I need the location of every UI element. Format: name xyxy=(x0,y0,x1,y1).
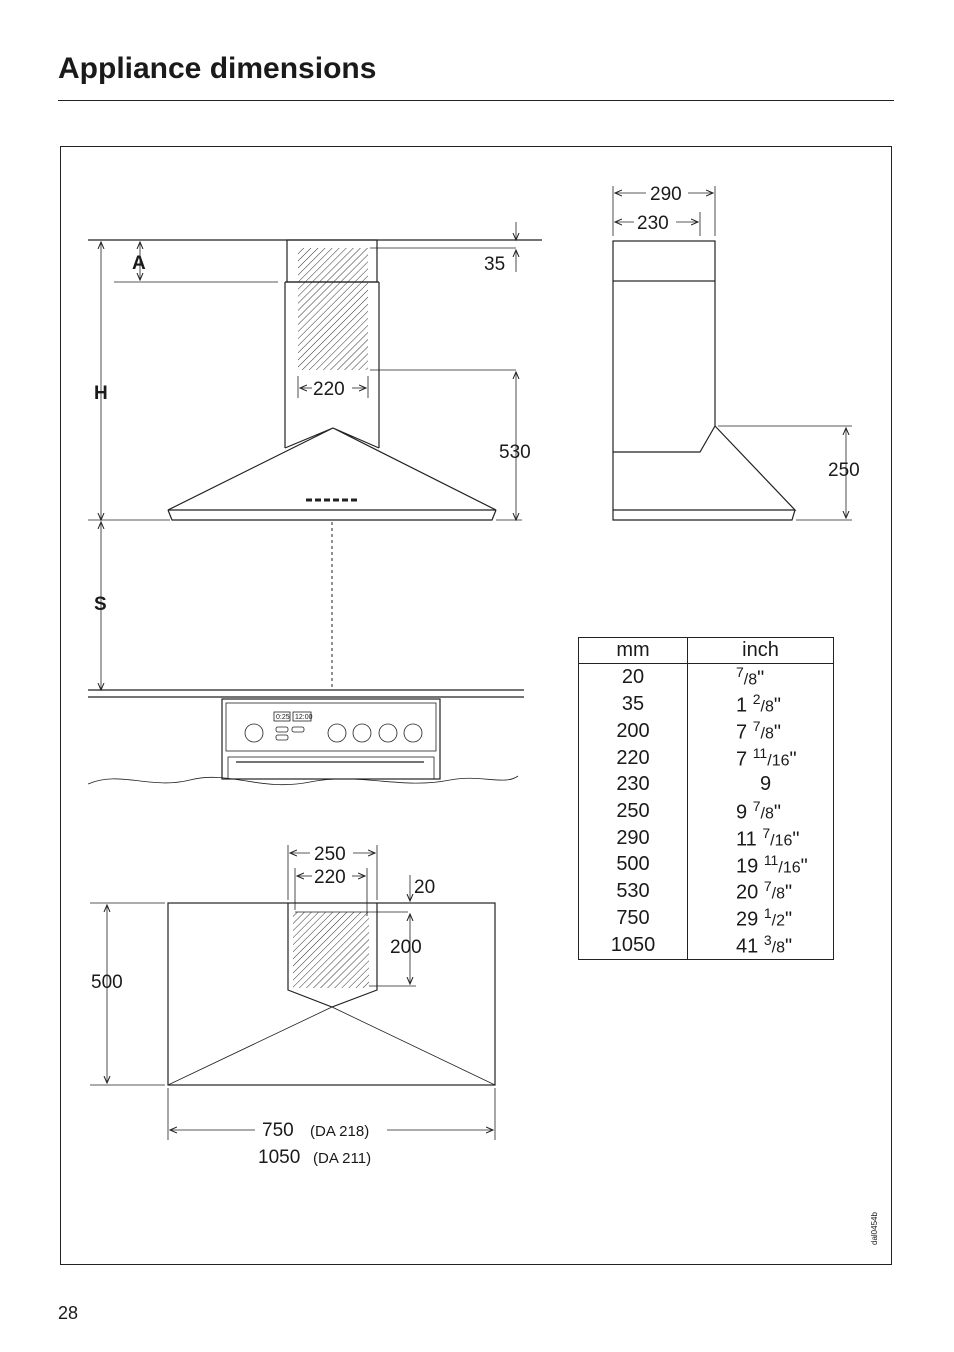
label-s: S xyxy=(94,594,107,615)
inch-whole: 9 xyxy=(736,801,748,824)
inch-whole: 19 xyxy=(736,855,759,878)
cooker-time-2: 12:00 xyxy=(295,714,313,721)
cell-mm: 200 xyxy=(579,718,688,745)
inch-denominator: 16 xyxy=(771,752,790,770)
inch-numerator: 1 xyxy=(763,905,772,922)
table-row xyxy=(579,691,834,718)
dim-35: 35 xyxy=(484,254,506,275)
fraction-slash: / xyxy=(770,832,775,850)
fraction-slash: / xyxy=(771,939,777,957)
top-width-1-value: 750 xyxy=(262,1120,294,1141)
canopy-rim xyxy=(168,510,496,520)
inch-mark: " xyxy=(773,721,781,744)
cell-mm: 220 xyxy=(579,745,688,772)
inch-mark: " xyxy=(789,748,797,771)
fraction-slash: / xyxy=(778,859,783,877)
inch-whole: 29 xyxy=(736,908,759,931)
cooker-oven-door xyxy=(228,757,434,779)
fraction-slash: / xyxy=(771,886,777,904)
table-row xyxy=(579,905,834,932)
dim-220: 220 xyxy=(313,379,345,400)
header-inch: inch xyxy=(688,638,834,664)
side-chimney-upper xyxy=(613,241,715,281)
inch-numerator: 3 xyxy=(763,932,772,949)
cooker-button-2 xyxy=(292,727,304,732)
inch-mark: " xyxy=(773,801,781,824)
conversion-table-header xyxy=(579,638,834,664)
cell-inch xyxy=(688,932,834,959)
inch-denominator: 8 xyxy=(776,939,785,957)
inch-mark: " xyxy=(757,667,765,690)
cooker-knob-1 xyxy=(328,724,346,742)
side-chimney-lower xyxy=(613,281,715,452)
inch-mark: " xyxy=(784,935,793,958)
cooker-button-3 xyxy=(276,735,288,740)
table-row xyxy=(579,664,834,691)
inch-mark: " xyxy=(784,908,793,931)
inch-mark: " xyxy=(792,828,800,851)
chimney-hatch xyxy=(298,248,368,370)
inch-whole: 7 xyxy=(736,721,748,744)
side-canopy-rim xyxy=(613,510,795,520)
inch-whole: 41 xyxy=(736,935,759,958)
cell-mm: 1050 xyxy=(579,932,688,959)
cell-mm: 230 xyxy=(579,772,688,798)
cell-mm: 290 xyxy=(579,825,688,852)
side-dim-250: 250 xyxy=(828,460,860,481)
inch-denominator: 16 xyxy=(774,832,793,850)
inch-numerator: 11 xyxy=(763,851,779,868)
dim-530: 530 xyxy=(499,442,531,463)
cell-mm: 530 xyxy=(579,878,688,905)
fraction-slash: / xyxy=(760,805,765,823)
top-chimney-hatch xyxy=(293,912,369,988)
top-dim-500: 500 xyxy=(91,972,123,993)
table-row xyxy=(579,851,834,878)
label-h: H xyxy=(94,383,108,404)
inch-mark: " xyxy=(773,694,781,717)
inch-numerator: 7 xyxy=(736,664,744,681)
side-view xyxy=(613,184,860,520)
inch-numerator: 7 xyxy=(762,824,771,841)
top-width-2-model: (DA 211) xyxy=(313,1150,372,1167)
table-row xyxy=(579,772,834,798)
inch-whole: 11 xyxy=(736,828,757,851)
cell-mm: 500 xyxy=(579,851,688,878)
cell-inch xyxy=(688,825,834,852)
table-row xyxy=(579,932,834,959)
front-view xyxy=(88,222,542,785)
top-dim-220: 220 xyxy=(314,867,346,888)
inch-denominator: 8 xyxy=(764,698,774,716)
canopy xyxy=(168,428,496,510)
inch-denominator: 8 xyxy=(776,886,785,904)
top-width-1-model: (DA 218) xyxy=(310,1123,370,1140)
cell-mm: 20 xyxy=(579,664,688,691)
cell-mm: 35 xyxy=(579,691,688,718)
fraction-slash: / xyxy=(743,671,749,689)
cell-inch xyxy=(688,691,834,718)
cell-inch xyxy=(688,772,834,798)
page-title: Appliance dimensions xyxy=(58,52,377,85)
cell-inch xyxy=(688,718,834,745)
inch-whole: 20 xyxy=(736,882,759,905)
figure-code: dal0454b xyxy=(870,1212,879,1245)
inch-denominator: 2 xyxy=(776,912,785,930)
cell-inch xyxy=(688,798,834,825)
side-canopy xyxy=(613,426,795,510)
cooker-panel xyxy=(226,703,436,751)
cooker-button-1 xyxy=(276,727,288,732)
header-mm: mm xyxy=(579,638,688,664)
inch-whole: 7 xyxy=(736,748,748,771)
conversion-table-body xyxy=(579,664,834,960)
inch-numerator: 7 xyxy=(763,878,772,895)
side-dim-290: 290 xyxy=(650,184,682,205)
cooker-time-1: 0:25 xyxy=(276,714,290,721)
cooker-knob-left xyxy=(245,724,263,742)
cooker-knob-3 xyxy=(379,724,397,742)
cooker xyxy=(222,699,440,779)
cell-inch xyxy=(688,851,834,878)
table-row xyxy=(579,798,834,825)
fraction-slash: / xyxy=(767,752,772,770)
table-row xyxy=(579,718,834,745)
fraction-slash: / xyxy=(771,912,777,930)
top-dim-250: 250 xyxy=(314,844,346,865)
inch-denominator: 16 xyxy=(782,859,801,877)
top-width-2-value: 1050 xyxy=(258,1147,301,1168)
label-a: A xyxy=(132,253,146,274)
cell-inch xyxy=(688,905,834,932)
table-row xyxy=(579,745,834,772)
cooker-knob-2 xyxy=(353,724,371,742)
cell-inch xyxy=(688,745,834,772)
inch-mark: " xyxy=(800,855,808,878)
table-row xyxy=(579,878,834,905)
break-line xyxy=(88,776,518,785)
cooker-knob-4 xyxy=(404,724,422,742)
inch-denominator: 8 xyxy=(764,805,774,823)
top-canopy-lines xyxy=(168,1007,495,1085)
top-view xyxy=(90,844,495,1168)
inch-numerator: 11 xyxy=(752,744,768,761)
conversion-table xyxy=(578,637,834,960)
inch-denominator: 8 xyxy=(764,725,774,743)
fraction-slash: / xyxy=(760,698,765,716)
top-dim-200: 200 xyxy=(390,937,422,958)
top-dim-20: 20 xyxy=(414,877,436,898)
inch-whole: 1 xyxy=(736,694,748,717)
cell-inch xyxy=(688,664,834,691)
cell-mm: 250 xyxy=(579,798,688,825)
inch-numerator: 2 xyxy=(752,690,761,707)
side-dim-230: 230 xyxy=(637,213,669,234)
cell-mm: 750 xyxy=(579,905,688,932)
inch-numerator: 7 xyxy=(752,797,761,814)
fraction-slash: / xyxy=(760,725,765,743)
inch-whole: 9 xyxy=(760,773,772,796)
inch-mark: " xyxy=(784,882,793,905)
page-number: 28 xyxy=(58,1303,79,1323)
table-row xyxy=(579,825,834,852)
inch-numerator: 7 xyxy=(752,717,761,734)
cell-inch xyxy=(688,878,834,905)
inch-denominator: 8 xyxy=(748,671,758,689)
